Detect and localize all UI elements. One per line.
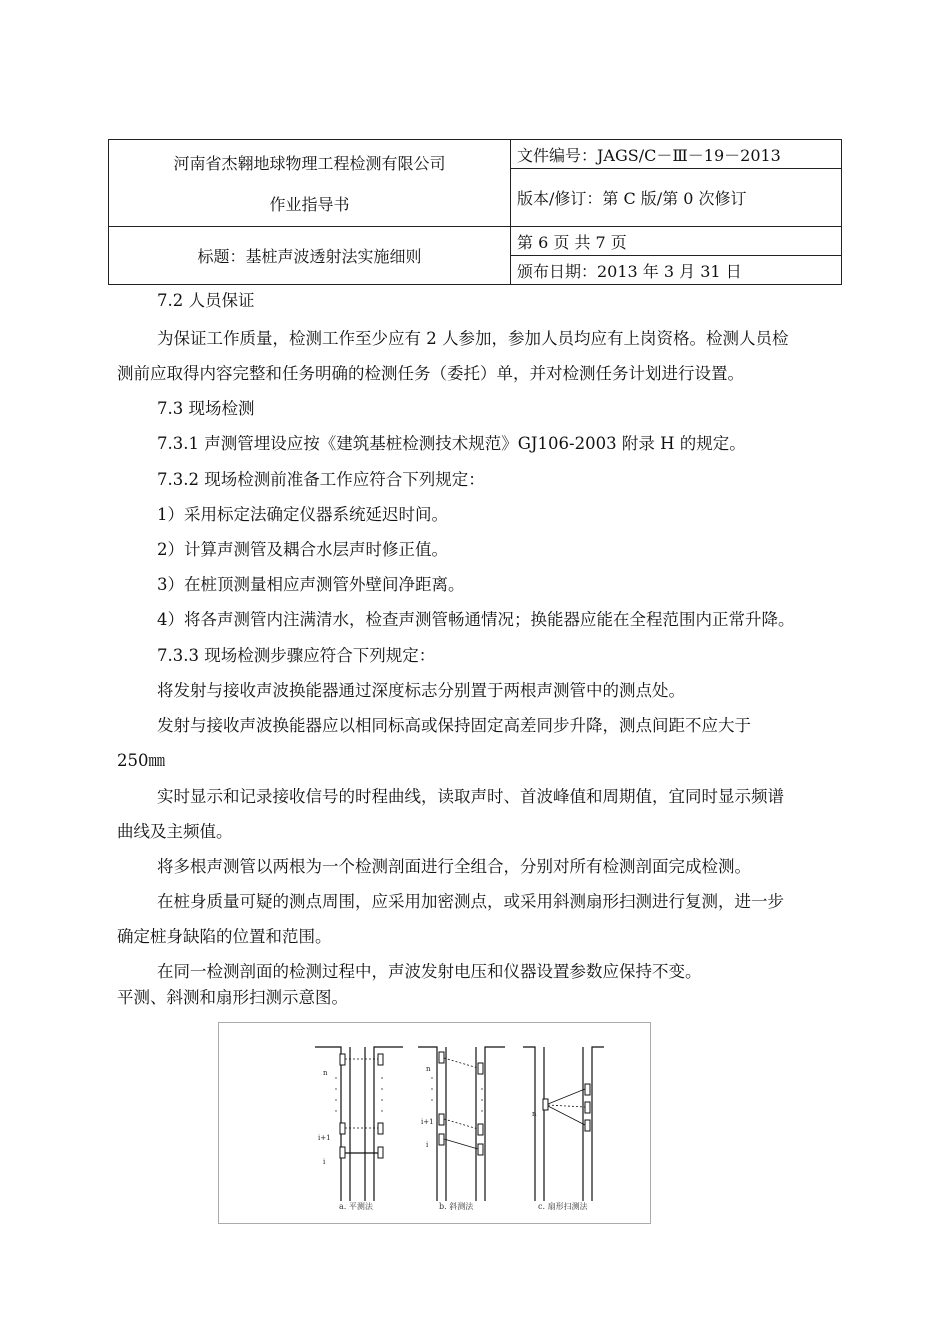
paragraph: 将多根声测管以两根为一个检测剖面进行全组合，分别对所有检测剖面完成检测。 [157,857,751,876]
transducer [439,1052,444,1063]
label-i: i [323,1158,326,1166]
label-n: n [426,1065,431,1073]
paragraph: 将发射与接收声波换能器通过深度标志分别置于两根声测管中的测点处。 [157,681,685,700]
company-name: 河南省杰翱地球物理工程检测有限公司 [173,154,446,173]
label-n: n [532,1110,537,1118]
label-i: i [426,1141,429,1149]
transducer [478,1124,483,1135]
paragraph: 发射与接收声波换能器应以相同标高或保持固定高差同步升降，测点间距不应大于 [157,716,751,735]
caption-level: a. 平测法 [339,1202,373,1211]
signal-path [548,1105,585,1107]
label-i-plus-1: i+1 [421,1118,434,1126]
transducer [439,1114,444,1125]
transducer [439,1134,444,1145]
tube-left-a [315,1047,341,1201]
list-item: 4）将各声测管内注满清水，检查声测管畅通情况；换能器应能在全程范围内正常升降。 [157,610,795,629]
transducer [340,1147,345,1158]
section-heading: 7.2 人员保证 [157,291,255,310]
paragraph: 为保证工作质量，检测工作至少应有 2 人参加，参加人员均应有上岗资格。检测人员检 [157,329,789,348]
paragraph: 曲线及主频值。 [117,822,233,841]
transducer [340,1054,345,1065]
signal-path [548,1089,585,1104]
signal-path [444,1139,478,1149]
transducer [478,1144,483,1155]
transducer [378,1054,383,1065]
transducer [585,1102,590,1113]
company-cell [109,140,511,227]
paragraph: 在桩身质量可疑的测点周围，应采用加密测点，或采用斜测扇形扫测进行复测，进一步 [157,892,784,911]
transducer [478,1063,483,1074]
file-number: 文件编号：JAGS/C－Ⅲ－19－2013 [511,140,842,169]
label-n: n [323,1069,328,1077]
caption-fan: c. 扇形扫测法 [538,1202,588,1211]
paragraph: 7.3.3 现场检测步骤应符合下列规定： [157,646,436,665]
caption-oblique: b. 斜测法 [439,1202,474,1211]
transducer [378,1147,383,1158]
paragraph: 测前应取得内容完整和任务明确的检测任务（委托）单，并对检测任务计划进行设置。 [117,364,744,383]
doc-type: 作业指导书 [269,195,350,214]
doc-title: 标题：基桩声波透射法实施细则 [109,227,511,285]
version: 版本/修订：第 C 版/第 0 次修订 [511,169,842,227]
page-number: 第 6 页 共 7 页 [511,227,842,256]
signal-path [444,1119,478,1129]
paragraph: 7.3.1 声测管埋设应按《建筑基桩检测技术规范》GJ106-2003 附录 H 的规定。 [157,434,746,453]
list-item: 3）在桩顶测量相应声测管外壁间净距离。 [157,575,465,594]
transducer [378,1123,383,1134]
list-item: 1）采用标定法确定仪器系统延迟时间。 [157,505,448,524]
signal-path [444,1058,478,1068]
transducer [340,1123,345,1134]
section-heading: 7.3 现场检测 [157,399,255,418]
transducer [585,1120,590,1131]
paragraph: 确定桩身缺陷的位置和范围。 [117,927,332,946]
signal-path [548,1106,585,1125]
paragraph: 7.3.2 现场检测前准备工作应符合下列规定： [157,470,485,489]
diagram-drawing [219,1023,650,1223]
list-item: 2）计算声测管及耦合水层声时修正值。 [157,540,448,559]
paragraph: 在同一检测剖面的检测过程中，声波发射电压和仪器设置参数应保持不变。 [157,962,702,981]
figure-intro: 平测、斜测和扇形扫测示意图。 [117,988,348,1007]
transducer [585,1084,590,1095]
transducer [543,1099,548,1110]
paragraph: 实时显示和记录接收信号的时程曲线，读取声时、首波峰值和周期值，宜同时显示频谱 [157,787,784,806]
issue-date: 颁布日期：2013 年 3 月 31 日 [511,256,842,285]
paragraph: 250㎜ [117,751,165,770]
measurement-diagram [218,1022,651,1224]
header-table [108,139,842,285]
label-i-plus-1: i+1 [318,1134,331,1142]
